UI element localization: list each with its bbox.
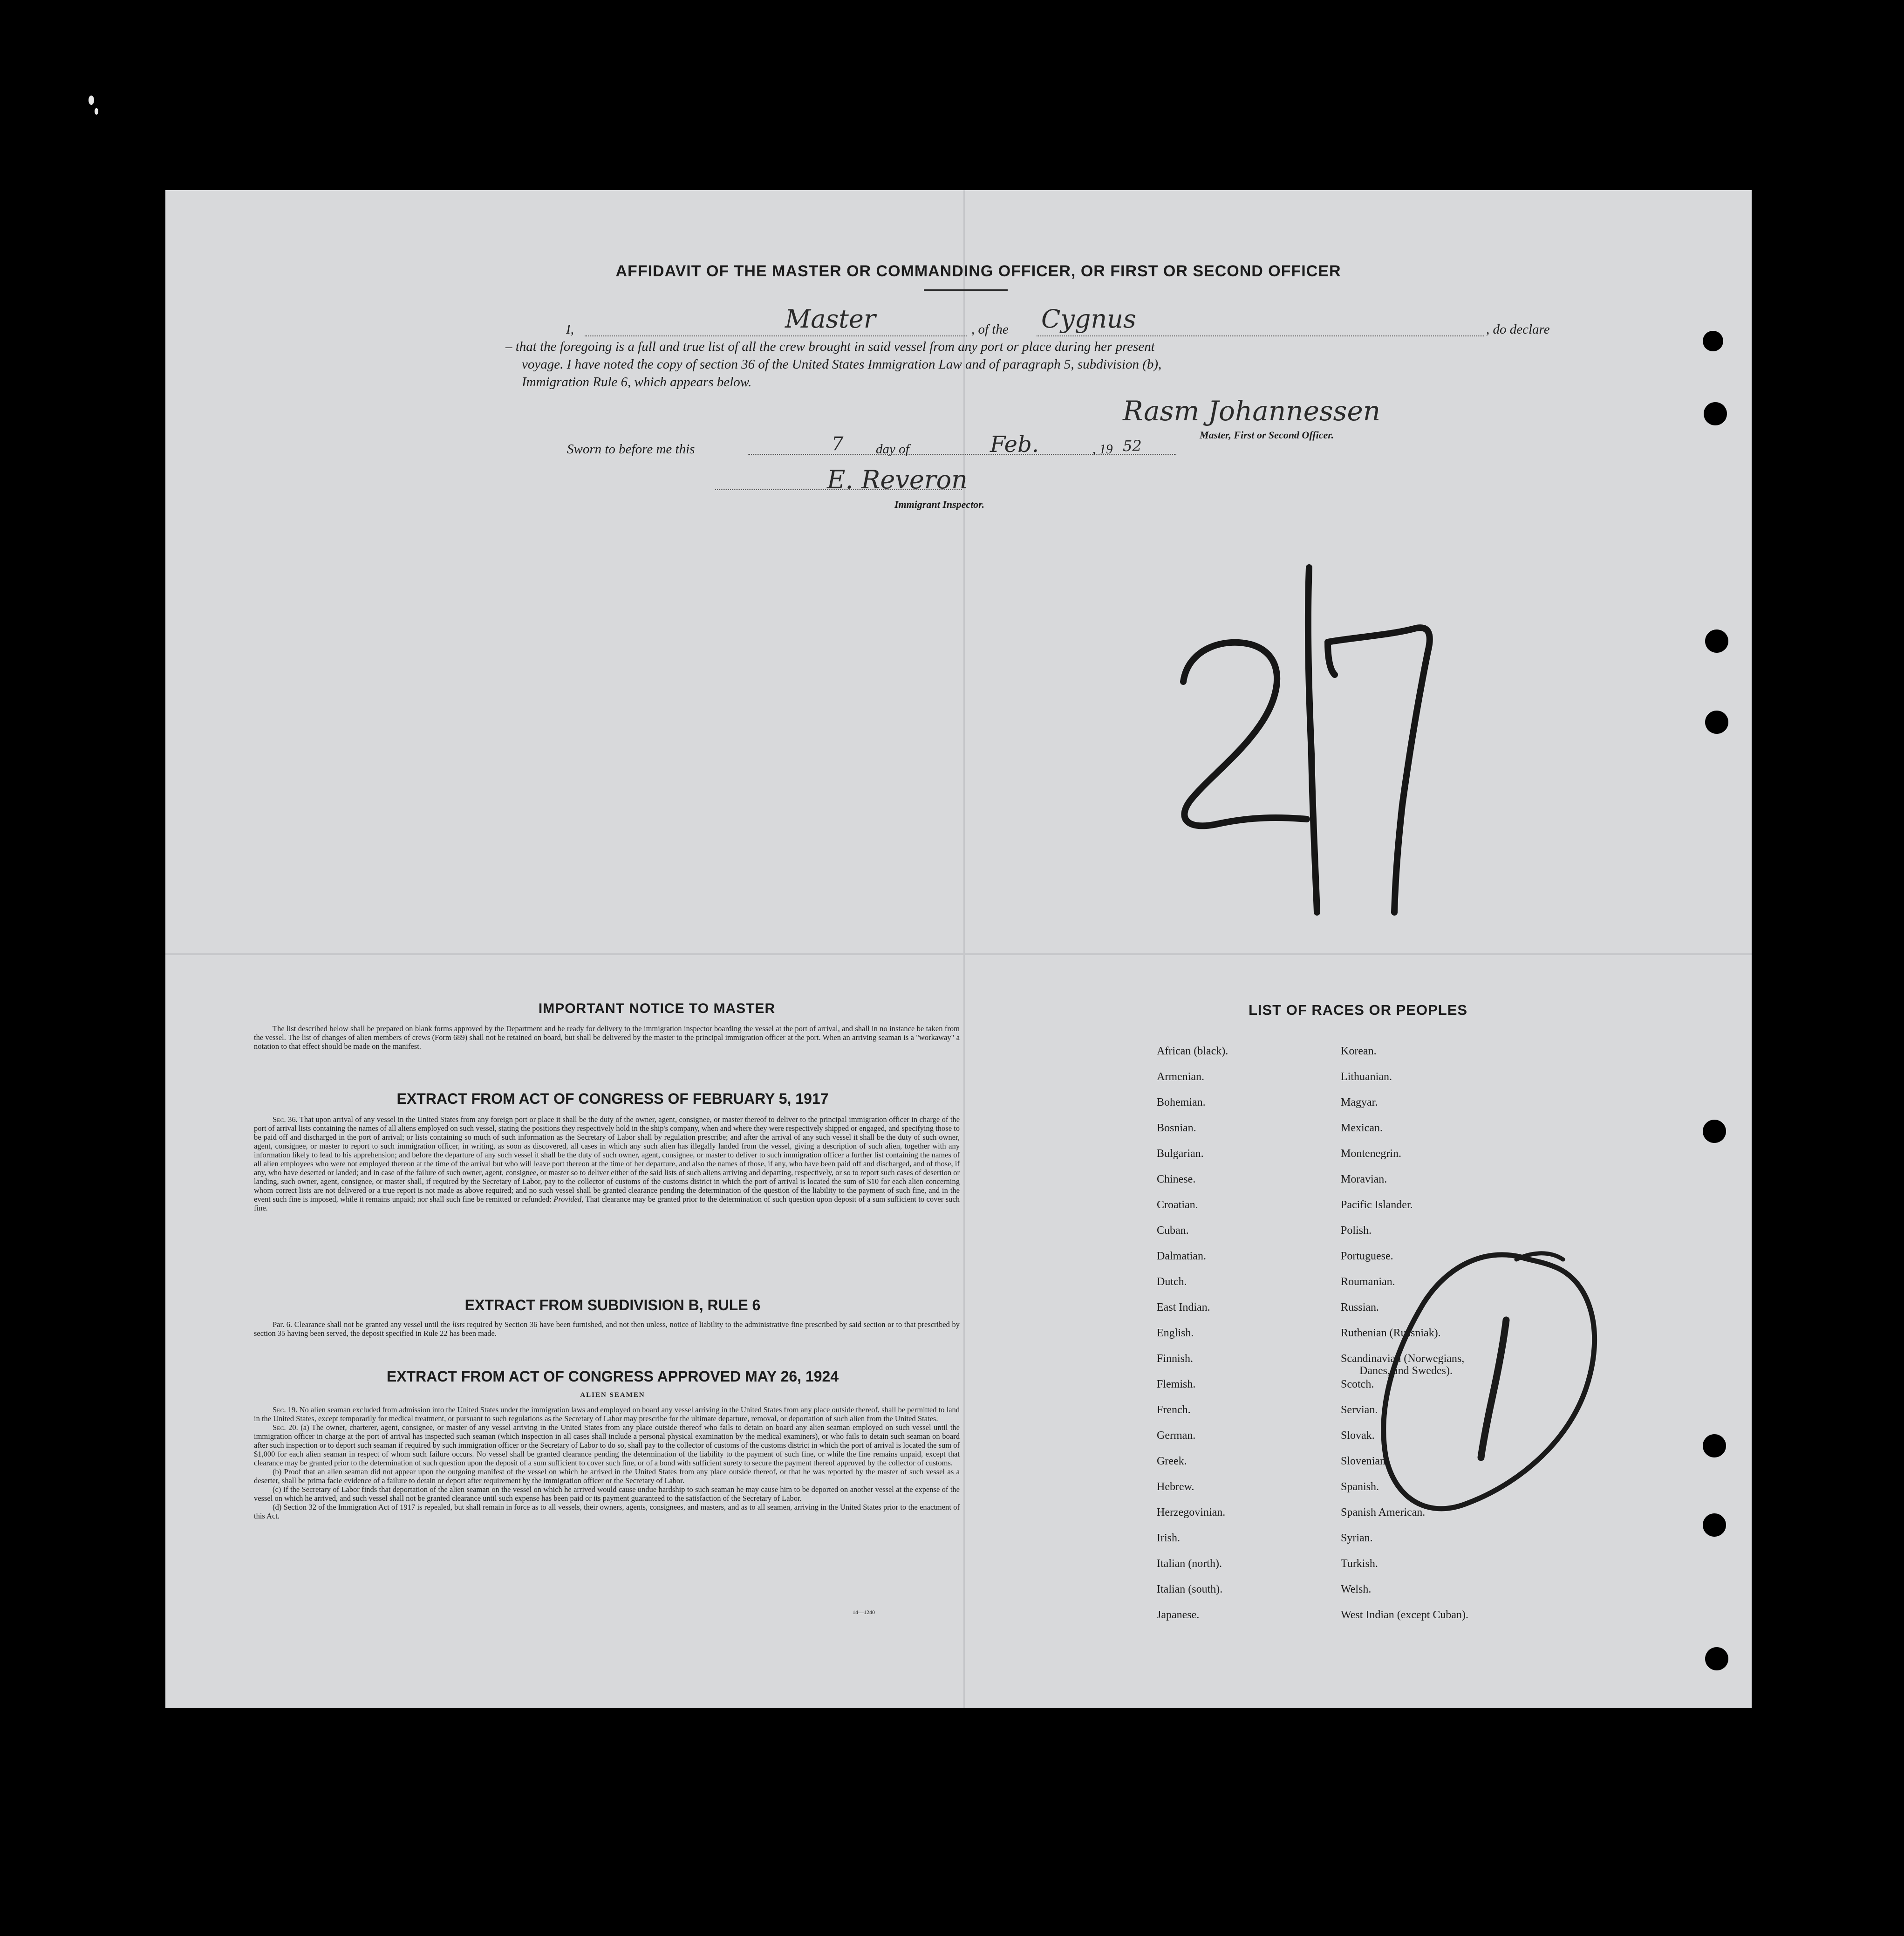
sec-36-label: Sec. 36. xyxy=(273,1115,298,1124)
sec-20b-paragraph: (b) Proof that an alien seaman did not appear upon the outgoing manifest of the vessel on which he arrived in the United States from any place outside thereof, or that he was reported by the master of such vessel as a deserter, shall be prima facie evidence of a failure to detain or deport after requirement by the immigration officer or the Secretary of Labor. xyxy=(254,1467,960,1485)
punch-hole xyxy=(1705,629,1728,653)
sec-20c-paragraph: (c) If the Secretary of Labor finds that deportation of the alien seaman on the vessel on which he arrived would cause undue hardship to such seaman he may cause him to be deported on another vessel at the expense of the vessel on which he arrived, and such vessel shall not be granted clearance until such expense has been paid or its payment guaranteed to the satisfaction of the Secretary of Labor. xyxy=(254,1485,960,1503)
affidavit-line-3: voyage. I have noted the copy of section 36 of the United States Immigration Law and of paragraph 5, subdivision (b), xyxy=(522,357,1162,372)
race-item: Dalmatian. xyxy=(1157,1250,1206,1262)
race-item: Polish. xyxy=(1341,1225,1372,1237)
extract-1924-text xyxy=(254,1405,960,1520)
punch-hole xyxy=(1703,1434,1726,1457)
race-item: Magyar. xyxy=(1341,1096,1378,1108)
race-item: Korean. xyxy=(1341,1045,1377,1057)
extract-1917-title: EXTRACT FROM ACT OF CONGRESS OF FEBRUARY 5, 1917 xyxy=(396,1090,829,1107)
circle-stroke xyxy=(1384,1255,1595,1509)
race-item: Bulgarian. xyxy=(1157,1148,1204,1160)
day-of-label: day of xyxy=(876,442,909,457)
race-item: Bohemian. xyxy=(1157,1096,1206,1108)
race-item: Slovak. xyxy=(1341,1430,1375,1442)
inspector-signature: E. Reveron xyxy=(827,465,968,494)
race-item: Montenegrin. xyxy=(1341,1148,1401,1160)
notice-title: IMPORTANT NOTICE TO MASTER xyxy=(538,1001,776,1016)
race-item: Turkish. xyxy=(1341,1558,1378,1570)
race-item: Roumanian. xyxy=(1341,1276,1395,1288)
par-6-paragraph xyxy=(254,1320,960,1338)
sec-20-label: Sec. 20. xyxy=(273,1423,298,1432)
race-item: Syrian. xyxy=(1341,1532,1373,1544)
race-item: Finnish. xyxy=(1157,1353,1194,1365)
race-item: Mexican. xyxy=(1341,1122,1383,1134)
punch-hole xyxy=(1704,402,1727,425)
race-item: Russian. xyxy=(1341,1301,1379,1313)
race-item: Moravian. xyxy=(1341,1173,1387,1185)
master-signature: Rasm Johannessen xyxy=(1123,395,1381,427)
race-item: Armenian. xyxy=(1157,1071,1204,1083)
race-item-continuation: Danes, and Swedes). xyxy=(1359,1365,1453,1377)
sec-36-text-end: That clearance may be granted prior to the determination of such question upon deposit of a sum sufficient to cover such fine. xyxy=(254,1195,960,1212)
punch-hole xyxy=(1703,1513,1726,1537)
form-page xyxy=(165,190,1752,1708)
race-item: Greek. xyxy=(1157,1455,1187,1467)
affidavit-line-2: – that the foregoing is a full and true list of all the crew brought in said vessel from any port or place during her present xyxy=(505,339,1155,354)
declare-label: , do declare xyxy=(1486,322,1550,337)
race-item: Dutch. xyxy=(1157,1276,1187,1288)
affidavit-line-4: Immigration Rule 6, which appears below. xyxy=(522,375,752,390)
race-item: Pacific Islander. xyxy=(1341,1199,1413,1211)
sec-20d-paragraph: (d) Section 32 of the Immigration Act of 1917 is repealed, but shall remain in force as to all vessels, their owners, agents, consignees, and masters, and as to all seamen, arriving in the United States prior to the enactment of this Act. xyxy=(254,1503,960,1520)
dotted-line xyxy=(1037,335,1484,336)
race-item: Welsh. xyxy=(1341,1583,1372,1595)
sec-19-text: No alien seaman excluded from admission into the United States under the immigration laws and employed on board any vessel arriving in the United States from any place outside thereof, shall be permitted to land in the United States, except temporarily for medical treatment, or pursuant to such regulations as the Secretary of Labor may prescribe for the ultimate departure, removal, or deportation of such alien from the United States. xyxy=(254,1405,960,1423)
race-item: Japanese. xyxy=(1157,1609,1200,1621)
race-item: Herzegovinian. xyxy=(1157,1506,1226,1519)
digit-7-stroke xyxy=(1328,628,1430,912)
race-item: African (black). xyxy=(1157,1045,1228,1057)
race-item: Irish. xyxy=(1157,1532,1180,1544)
race-item: Bosnian. xyxy=(1157,1122,1196,1134)
provided-word: Provided, xyxy=(553,1195,584,1204)
digit-2-stroke xyxy=(1183,643,1307,826)
race-item: Flemish. xyxy=(1157,1378,1196,1390)
punch-hole xyxy=(1705,1647,1728,1670)
sec-36-paragraph xyxy=(254,1115,960,1212)
race-item: French. xyxy=(1157,1404,1191,1416)
race-item: East Indian. xyxy=(1157,1301,1210,1313)
sworn-label: Sworn to before me this xyxy=(567,442,695,457)
subdivision-title: EXTRACT FROM SUBDIVISION B, RULE 6 xyxy=(464,1297,761,1313)
race-item: Portuguese. xyxy=(1341,1250,1393,1262)
par-6-text-b: required by Section 36 have been furnished, and not then unless, notice of liability to the administrative fine prescribed by said section or to that prescribed by section 35 having been served, the deposit specified in Rule 22 has been made. xyxy=(254,1320,960,1338)
affidavit-line-2-text: that the foregoing is a full and true list of all the crew brought in said vessel from any port or place during her present xyxy=(515,339,1155,354)
race-item: Italian (south). xyxy=(1157,1583,1223,1595)
sec-20a-paragraph xyxy=(254,1423,960,1467)
year-suffix: 52 xyxy=(1123,437,1142,455)
extract-1917-text xyxy=(254,1115,960,1212)
sec-36-text: That upon arrival of any vessel in the United States from any foreign port or place it shall be the duty of the owner, agent, consignee, or master thereof to deliver to the principal immigration officer in charge of the port of arrival lists containing the names of all aliens employed on such vessel, stating the positions they respectively hold in the ship's company, when and where they were respectively shipped or engaged, and specifying those to be paid off and discharged in the port of arrival; or lists containing so much of such information as the Secretary of Labor shall by regulation prescribe; and after the arrival of any such vessel it shall be the duty of such owner, agent, consignee, or master to report to such immigration officer, in writing, as soon as discovered, all cases in which any such alien has illegally landed from the vessel, giving a description of such alien, together with any information likely to lead to his apprehension; and before the departure of any such vessel it shall be the duty of such owner, agent, consignee, or master to deliver to such immigration officer a further list containing the names of all alien employees who were not employed thereon at the time of the arrival but who will leave port thereon at the time of her departure, and also the names of those, if any, who have been paid off and discharged, and of those, if any, who have deserted or landed; and in case of the failure of such owner, agent, consignee, or master so to deliver either of the said lists of such aliens arriving and departing, respectively, or so to report such cases of desertion or landing, such owner, agent, consignee, or master shall, if required by the Secretary of Labor, pay to the collector of customs of the customs district in which the port of arrival is located the sum of $10 for each alien concerning whom correct lists are not delivered or a true report is not made as above required; and no such vessel shall be granted clearance pending the determination of the question of the liability to the payment of such fine, and in the event such fine is imposed, while it remains unpaid; nor shall such fine be remitted or refunded: xyxy=(254,1115,960,1204)
race-item: Servian. xyxy=(1341,1404,1378,1416)
fold-line-vertical xyxy=(963,190,965,1708)
race-item: Slovenian. xyxy=(1341,1455,1388,1467)
inspector-caption: Immigrant Inspector. xyxy=(894,499,985,510)
race-item: English. xyxy=(1157,1327,1194,1339)
race-item: Scotch. xyxy=(1341,1378,1374,1390)
vessel-handwriting: Cygnus xyxy=(1041,304,1136,334)
notice-paragraph: The list described below shall be prepared on blank forms approved by the Department and be ready for delivery to the immigration inspector boarding the vessel at the port of arrival, and shall in no instance be taken from the vessel. The list of changes of alien members of crews (Form 689) shall not be retained on board, but shall be delivered by the master to the principal immigration officer at the port. When an arriving seaman is a "workaway" a notation to that effect should be made on the manifest. xyxy=(254,1024,960,1051)
race-item: Croatian. xyxy=(1157,1199,1198,1211)
race-item: West Indian (except Cuban). xyxy=(1341,1609,1468,1621)
race-item: Ruthenian (Russniak). xyxy=(1341,1327,1441,1339)
alien-seamen-subtitle: ALIEN SEAMEN xyxy=(580,1391,645,1399)
slash-stroke xyxy=(1308,568,1317,912)
digit-7-hook xyxy=(1328,642,1335,675)
subdivision-text xyxy=(254,1320,960,1338)
circled-number-1 xyxy=(1367,1238,1628,1541)
sec-19-label: Sec. 19. xyxy=(273,1405,298,1414)
signature-caption: Master, First or Second Officer. xyxy=(1200,429,1334,441)
digit-1-stroke xyxy=(1481,1320,1506,1457)
year-prefix: , 19 xyxy=(1092,442,1113,457)
race-item: Lithuanian. xyxy=(1341,1071,1392,1083)
races-left-column xyxy=(1157,1045,1343,1651)
dotted-line xyxy=(585,335,967,336)
lists-word: lists xyxy=(452,1320,465,1329)
race-item: German. xyxy=(1157,1430,1196,1442)
affidavit-i-label: I, xyxy=(566,322,574,337)
scan-speck xyxy=(95,108,98,115)
sec-20a-text: (a) The owner, charterer, agent, consignee, or master of any vessel arriving in the United States from any place outside thereof who fails to detain on board any alien seaman employed on such vessel until the immigration officer in charge at the port of arrival has inspected such seaman (which inspection in all cases shall include a personal physical examination by the medical examiners), or who fails to detain such seaman on board after such inspection or to deport such seaman if required by such immigration officer or the Secretary of Labor to do so, shall pay to the collector of customs of the customs district in which the port of arrival is located the sum of $1,000 for each alien seaman in respect of whom such failure occurs. No vessel shall be granted clearance pending the determination of the liability to the payment of such fine, or while the fine remains unpaid, except that clearance may be granted prior to the determination of such question upon the deposit of a sum sufficient to cover such fine, or of a bond with sufficient surety to secure the payment thereof approved by the collector of customs. xyxy=(254,1423,960,1467)
large-number-2-7 xyxy=(1167,558,1493,954)
races-title: LIST OF RACES OR PEOPLES xyxy=(1248,1002,1468,1018)
race-item: Cuban. xyxy=(1157,1225,1189,1237)
fold-line-horizontal xyxy=(165,953,1752,955)
par-6-text-a: Clearance shall not be granted any vessel until the xyxy=(294,1320,450,1329)
race-item: Spanish American. xyxy=(1341,1506,1426,1519)
sec-19-paragraph xyxy=(254,1405,960,1423)
extract-1924-title: EXTRACT FROM ACT OF CONGRESS APPROVED MAY 26, 1924 xyxy=(386,1368,839,1385)
punch-hole xyxy=(1703,1120,1726,1143)
sworn-month: Feb. xyxy=(990,431,1039,458)
affidavit-title: AFFIDAVIT OF THE MASTER OR COMMANDING OFFICER, OR FIRST OR SECOND OFFICER xyxy=(615,262,1341,280)
title-rule xyxy=(924,289,1008,291)
form-number: 14—1240 xyxy=(853,1609,875,1615)
race-item: Chinese. xyxy=(1157,1173,1196,1185)
race-item: Hebrew. xyxy=(1157,1481,1194,1493)
circle-overlap xyxy=(1516,1253,1563,1259)
race-item: Italian (north). xyxy=(1157,1558,1222,1570)
punch-hole xyxy=(1705,711,1728,734)
master-handwriting: Master xyxy=(785,304,876,334)
par-6-label: Par. 6. xyxy=(273,1320,293,1329)
race-item: Scandinavian (Norwegians, xyxy=(1341,1353,1465,1365)
punch-hole xyxy=(1703,331,1723,351)
sworn-day: 7 xyxy=(832,433,844,455)
scan-speck xyxy=(89,96,94,105)
of-the-label: , of the xyxy=(971,322,1009,337)
notice-text xyxy=(254,1024,960,1051)
race-item: Spanish. xyxy=(1341,1481,1379,1493)
